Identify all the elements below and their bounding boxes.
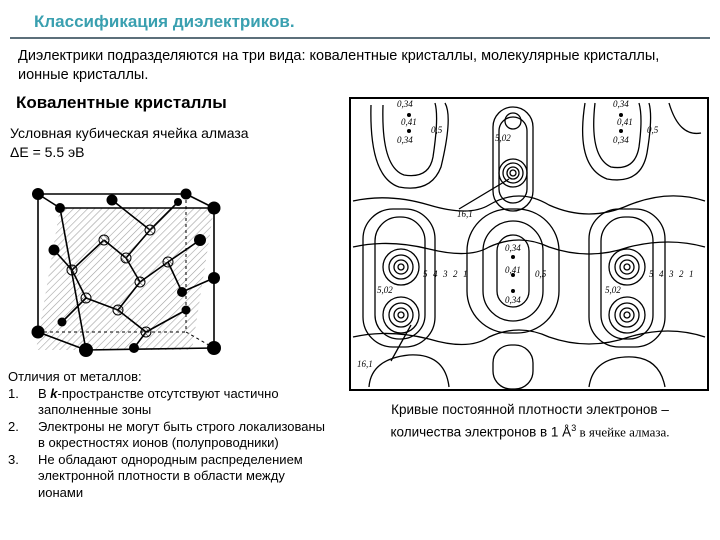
label-0-41-center: 0,41 (505, 265, 521, 275)
label-5-02-left: 5,02 (377, 285, 393, 295)
label-0-5-tr: 0,5 (647, 125, 659, 135)
contour-caption-line1: Кривые постоянной плотности электронов – (391, 402, 669, 417)
cell-caption-line1: Условная кубическая ячейка алмаза (10, 125, 249, 141)
label-16-1-top: 16,1 (457, 209, 473, 219)
label-5-02-top: 5,02 (495, 133, 511, 143)
list-item-text: Не обладают однородным распределением электронной плотности в области между ионами (38, 451, 303, 500)
list-item-text: Электроны не могут быть строго локализованы в окрестностях ионов (полупроводники) (38, 418, 326, 450)
label-0-34-tr-bottom: 0,34 (613, 135, 629, 145)
contour-caption-serif: в ячейке алмаза. (576, 424, 670, 440)
label-5-right: 5 (649, 269, 654, 279)
contour-caption-line2 (360, 419, 700, 442)
list-item-number: 1. (8, 385, 19, 401)
label-0-34-tl-top: 0,34 (397, 99, 413, 109)
label-2-right: 2 (679, 269, 684, 279)
cell-caption (10, 124, 249, 162)
section-heading: Ковалентные кристаллы (16, 93, 227, 112)
label-1-right: 1 (689, 269, 694, 279)
electron-density-contour-figure (349, 97, 709, 391)
list-item (8, 386, 328, 419)
list-item-text-post: -пространстве отсутствуют частично заполненные зоны (38, 385, 279, 417)
label-0-41-tr: 0,41 (617, 117, 633, 127)
list-item-k-symbol: k (50, 385, 58, 401)
list-item-number: 3. (8, 451, 19, 467)
label-0-41-tl: 0,41 (401, 117, 417, 127)
label-4-right: 4 (659, 269, 664, 279)
label-16-1-bottom: 16,1 (357, 359, 373, 369)
label-0-34-center-top: 0,34 (505, 243, 521, 253)
list-item-text-pre: В (38, 385, 51, 401)
label-0-34-center-bottom: 0,34 (505, 295, 521, 305)
contour-caption-main: количества электронов в 1 Å (390, 424, 572, 440)
list-item (8, 452, 328, 502)
label-5-left: 5 (423, 269, 428, 279)
label-1-left: 1 (463, 269, 468, 279)
differences-block (8, 369, 328, 501)
label-4-left: 4 (433, 269, 438, 279)
label-3-left: 3 (443, 269, 448, 279)
label-0-34-tl-bottom: 0,34 (397, 135, 413, 145)
label-0-5-center: 0,5 (535, 269, 547, 279)
contour-caption (360, 401, 700, 442)
label-5-02-right: 5,02 (605, 285, 621, 295)
label-0-5-tl: 0,5 (431, 125, 443, 135)
list-item-number: 2. (8, 418, 19, 434)
differences-list (8, 386, 328, 502)
intro-paragraph: Диэлектрики подразделяются на три вида: ковалентные кристаллы, молекулярные кристаллы, ионные кристаллы. (18, 48, 660, 83)
list-item (8, 419, 328, 452)
label-2-left: 2 (453, 269, 458, 279)
label-3-right: 3 (669, 269, 674, 279)
contour-caption-superscript: 3 (571, 423, 577, 433)
label-0-34-tr-top: 0,34 (613, 99, 629, 109)
cell-caption-line2: ΔE = 5.5 эВ (10, 144, 85, 160)
differences-lead: Отличия от металлов: (8, 369, 142, 384)
diamond-unit-cell-figure (22, 182, 244, 370)
title-divider (10, 37, 710, 39)
slide-title: Классификация диэлектриков. (34, 12, 295, 31)
